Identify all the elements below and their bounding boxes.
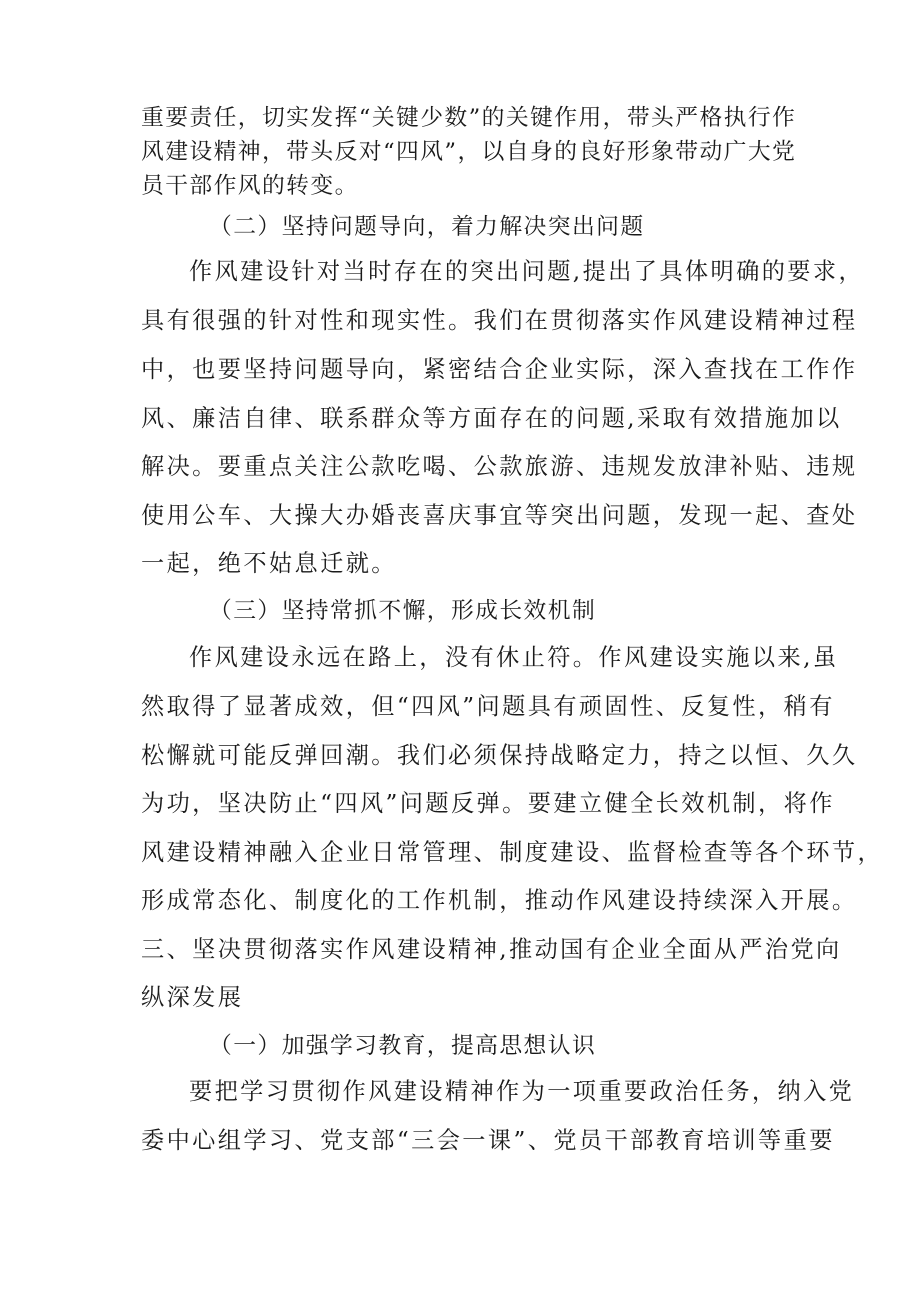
paragraph-line: 使用公车、大操大办婚丧喜庆事宜等突出问题，发现一起、查处 (141, 502, 858, 529)
paragraph-line: 松懈就可能反弹回潮。我们必须保持战略定力，持之以恒、久久 (141, 742, 858, 769)
paragraph-line: 作风建设针对当时存在的突出问题,提出了具体明确的要求， (189, 258, 865, 285)
section-heading: 纵深发展 (141, 984, 244, 1011)
paragraph-line: 重要责任，切实发挥“关键少数”的关键作用，带头严格执行作 (141, 105, 797, 131)
paragraph-line: 委中心组学习、党支部“三会一课”、党员干部教育培训等重要 (141, 1127, 835, 1154)
subheading-4: （一）加强学习教育，提高思想认识 (209, 1033, 597, 1059)
paragraph-line: 为功，坚决防止“四风”问题反弹。要建立健全长效机制，将作 (141, 790, 835, 817)
paragraph-line: 解决。要重点关注公款吃喝、公款旅游、违规发放津补贴、违规 (141, 453, 858, 480)
paragraph-line: 然取得了显著成效，但“四风”问题具有顽固性、反复性，稍有 (141, 693, 835, 720)
section-heading: 三、坚决贯彻落实作风建设精神,推动国有企业全面从严治党向 (141, 936, 842, 963)
paragraph-line: 要把学习贯彻作风建设精神作为一项重要政治任务，纳入党 (189, 1078, 855, 1105)
paragraph-line: 一起，绝不姑息迁就。 (141, 550, 397, 577)
paragraph-line: 作风建设永远在路上，没有休止符。作风建设实施以来,虽 (189, 644, 839, 671)
subheading-3: （三）坚持常抓不懈，形成长效机制 (209, 598, 597, 624)
paragraph-line: 中，也要坚持问题导向，紧密结合企业实际，深入查找在工作作 (141, 356, 858, 383)
subheading-2: （二）坚持问题导向，着力解决突出问题 (209, 214, 645, 240)
paragraph-line: 风建设精神，带头反对“四风”，以自身的良好形象带动广大党 (141, 139, 797, 165)
paragraph-line: 员干部作风的转变。 (141, 173, 359, 199)
paragraph-line: 具有很强的针对性和现实性。我们在贯彻落实作风建设精神过程 (141, 307, 858, 334)
paragraph-line: 风建设精神融入企业日常管理、制度建设、监督检查等各个环节， (141, 839, 884, 866)
paragraph-line: 风、廉洁自律、联系群众等方面存在的问题,采取有效措施加以 (141, 405, 842, 432)
paragraph-line: 形成常态化、制度化的工作机制，推动作风建设持续深入开展。 (141, 887, 858, 914)
